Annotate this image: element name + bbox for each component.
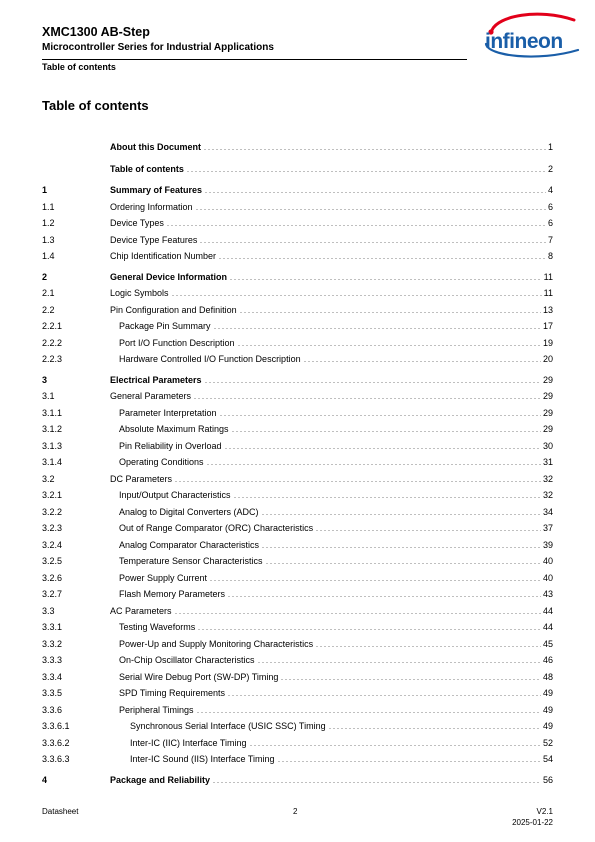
toc-entry-number: 3.1.1 — [42, 407, 63, 418]
toc-dot-leader — [199, 242, 546, 243]
toc-entry[interactable] — [42, 773, 553, 787]
toc-entry-page: 6 — [547, 217, 553, 228]
toc-entry-number: 3.3.6.3 — [42, 753, 70, 764]
toc-entry[interactable] — [42, 637, 553, 651]
toc-entry[interactable] — [42, 620, 553, 634]
toc-entry[interactable] — [42, 604, 553, 618]
toc-entry[interactable] — [42, 216, 553, 230]
toc-entry[interactable] — [42, 472, 553, 486]
toc-dot-leader — [219, 415, 541, 416]
toc-entry-number: 3.3.6.1 — [42, 720, 70, 731]
toc-entry-number: 3.2.1 — [42, 489, 63, 500]
toc-dot-leader — [212, 782, 541, 783]
toc-entry[interactable] — [42, 140, 553, 154]
toc-entry-page: 44 — [542, 605, 553, 616]
toc-entry[interactable] — [42, 352, 553, 366]
toc-entry-number: 2 — [42, 271, 48, 282]
toc-entry-title: Package Pin Summary — [119, 320, 211, 331]
toc-entry-number: 3.2.2 — [42, 506, 63, 517]
toc-entry-title: Analog to Digital Converters (ADC) — [119, 506, 259, 517]
toc-entry[interactable] — [42, 200, 553, 214]
toc-dot-leader — [231, 431, 541, 432]
toc-entry-number: 3.3 — [42, 605, 55, 616]
toc-entry[interactable] — [42, 505, 553, 519]
footer-date: 2025-01-22 — [512, 818, 553, 827]
footer-page-number: 2 — [293, 807, 298, 816]
toc-entry-page: 46 — [542, 654, 553, 665]
toc-entry-number: 3.3.1 — [42, 621, 63, 632]
toc-entry-number: 1.1 — [42, 201, 55, 212]
toc-entry-number: 3.1.2 — [42, 423, 63, 434]
toc-entry-title: Inter-IC Sound (IIS) Interface Timing — [130, 753, 275, 764]
footer-version: V2.1 — [536, 807, 553, 816]
toc-entry-number: 2.2.3 — [42, 353, 63, 364]
toc-entry-title: On-Chip Oscillator Characteristics — [119, 654, 255, 665]
toc-entry-page: 40 — [542, 572, 553, 583]
toc-entry-title: Peripheral Timings — [119, 704, 194, 715]
toc-dot-leader — [239, 312, 541, 313]
toc-dot-leader — [315, 530, 541, 531]
toc-dot-leader — [328, 728, 541, 729]
toc-entry-title: Device Type Features — [110, 234, 198, 245]
toc-entry-page: 29 — [542, 423, 553, 434]
toc-entry-page: 39 — [542, 539, 553, 550]
toc-entry-page: 29 — [542, 407, 553, 418]
doc-subtitle: Microcontroller Series for Industrial Applications — [42, 42, 274, 53]
toc-entry-title: Summary of Features — [110, 184, 203, 195]
toc-entry-page: 49 — [542, 687, 553, 698]
toc-entry-number: 4 — [42, 774, 48, 785]
toc-entry[interactable] — [42, 670, 553, 684]
toc-entry-title: Input/Output Characteristics — [119, 489, 231, 500]
toc-entry-page: 19 — [542, 337, 553, 348]
toc-entry-page: 37 — [542, 522, 553, 533]
toc-dot-leader — [277, 761, 541, 762]
toc-dot-leader — [315, 646, 541, 647]
toc-entry[interactable] — [42, 538, 553, 552]
toc-entry-title: Pin Reliability in Overload — [119, 440, 222, 451]
toc-entry-title: Flash Memory Parameters — [119, 588, 226, 599]
toc-entry-page: 4 — [547, 184, 553, 195]
toc-entry-page: 17 — [542, 320, 553, 331]
svg-text:infineon: infineon — [485, 30, 563, 53]
toc-entry[interactable] — [42, 455, 553, 469]
toc-entry-page: 54 — [542, 753, 553, 764]
toc-entry-number: 2.1 — [42, 287, 55, 298]
toc-entry-number: 3.3.5 — [42, 687, 63, 698]
toc-entry[interactable] — [42, 233, 553, 247]
toc-dot-leader — [174, 613, 541, 614]
toc-entry-page: 8 — [547, 250, 553, 261]
toc-dot-leader — [206, 464, 541, 465]
footer-doc-type: Datasheet — [42, 807, 79, 816]
toc-entry-number: 3.2.5 — [42, 555, 63, 566]
toc-entry-page: 32 — [542, 473, 553, 484]
toc-entry[interactable] — [42, 752, 553, 766]
toc-entry-number: 3.1 — [42, 390, 55, 401]
toc-dot-leader — [249, 745, 541, 746]
toc-entry-title: Inter-IC (IIC) Interface Timing — [130, 737, 247, 748]
toc-dot-leader — [197, 629, 541, 630]
toc-entry-title: Power-Up and Supply Monitoring Characteristics — [119, 638, 314, 649]
toc-entry[interactable] — [42, 686, 553, 700]
toc-entry[interactable] — [42, 373, 553, 387]
toc-entry-number: 3.2.7 — [42, 588, 63, 599]
toc-entry-page: 44 — [542, 621, 553, 632]
toc-entry[interactable] — [42, 162, 553, 176]
toc-entry-title: Chip Identification Number — [110, 250, 217, 261]
toc-entry-title: Out of Range Comparator (ORC) Characteristics — [119, 522, 314, 533]
toc-entry-title: Power Supply Current — [119, 572, 208, 583]
toc-entry-title: Serial Wire Debug Port (SW-DP) Timing — [119, 671, 279, 682]
toc-entry[interactable] — [42, 439, 553, 453]
toc-entry-page: 11 — [543, 271, 553, 282]
toc-dot-leader — [227, 596, 541, 597]
toc-entry-number: 1.3 — [42, 234, 55, 245]
toc-entry-title: Pin Configuration and Definition — [110, 304, 237, 315]
toc-entry-title: General Parameters — [110, 390, 192, 401]
toc-dot-leader — [303, 361, 541, 362]
toc-entry-number: 3.2.6 — [42, 572, 63, 583]
toc-entry-page: 13 — [542, 304, 553, 315]
toc-entry[interactable] — [42, 406, 553, 420]
toc-dot-leader — [237, 345, 541, 346]
toc-entry[interactable] — [42, 554, 553, 568]
toc-dot-leader — [227, 695, 541, 696]
toc-entry-title: Logic Symbols — [110, 287, 169, 298]
toc-entry-title: Operating Conditions — [119, 456, 204, 467]
toc-dot-leader — [186, 171, 546, 172]
toc-entry[interactable] — [42, 336, 553, 350]
toc-entry-title: Analog Comparator Characteristics — [119, 539, 260, 550]
toc-entry-page: 7 — [547, 234, 553, 245]
toc-dot-leader — [203, 149, 546, 150]
toc-entry-page: 29 — [542, 390, 553, 401]
toc-dot-leader — [280, 679, 541, 680]
toc-entry-number: 3.2.4 — [42, 539, 63, 550]
toc-entry-number: 3 — [42, 374, 48, 385]
toc-dot-leader — [195, 209, 546, 210]
toc-entry[interactable] — [42, 319, 553, 333]
toc-entry-title: Package and Reliability — [110, 774, 211, 785]
toc-entry[interactable] — [42, 303, 553, 317]
toc-entry-number: 3.2.3 — [42, 522, 63, 533]
toc-entry-title: Device Types — [110, 217, 164, 228]
toc-entry[interactable] — [42, 389, 553, 403]
toc-entry-page: 30 — [542, 440, 553, 451]
toc-entry-number: 3.1.4 — [42, 456, 63, 467]
toc-entry[interactable] — [42, 587, 553, 601]
toc-dot-leader — [265, 563, 541, 564]
toc-entry-title: Port I/O Function Description — [119, 337, 235, 348]
toc-dot-leader — [224, 448, 541, 449]
toc-entry-title: Testing Waveforms — [119, 621, 196, 632]
toc-entry-page: 49 — [542, 720, 553, 731]
toc-dot-leader — [229, 279, 542, 280]
toc-entry-number: 3.3.4 — [42, 671, 63, 682]
toc-entry-page: 45 — [542, 638, 553, 649]
toc-dot-leader — [261, 547, 541, 548]
header-section-label: Table of contents — [42, 62, 116, 72]
toc-dot-leader — [166, 225, 546, 226]
toc-entry-title: Ordering Information — [110, 201, 193, 212]
toc-entry-number: 2.2 — [42, 304, 55, 315]
toc-entry-page: 6 — [547, 201, 553, 212]
toc-dot-leader — [204, 192, 546, 193]
toc-entry-title: SPD Timing Requirements — [119, 687, 226, 698]
toc-entry-page: 56 — [542, 774, 553, 785]
toc-entry-title: Table of contents — [110, 163, 184, 174]
toc-entry-title: Hardware Controlled I/O Function Description — [119, 353, 301, 364]
toc-entry-title: AC Parameters — [110, 605, 172, 616]
toc-entry-page: 2 — [547, 163, 553, 174]
toc-dot-leader — [196, 712, 541, 713]
toc-entry-title: About this Document — [110, 141, 201, 152]
toc-entry-page: 32 — [542, 489, 553, 500]
toc-entry-title: Absolute Maximum Ratings — [119, 423, 229, 434]
toc-entry[interactable] — [42, 571, 553, 585]
toc-entry-number: 3.3.6.2 — [42, 737, 70, 748]
toc-entry-page: 20 — [542, 353, 553, 364]
toc-dot-leader — [257, 662, 541, 663]
toc-dot-leader — [261, 514, 541, 515]
toc-dot-leader — [218, 258, 546, 259]
toc-entry[interactable] — [42, 703, 553, 717]
toc-entry-number: 3.3.2 — [42, 638, 63, 649]
toc-entry[interactable] — [42, 249, 553, 263]
toc-dot-leader — [213, 328, 541, 329]
toc-entry-page: 48 — [542, 671, 553, 682]
toc-entry-title: Synchronous Serial Interface (USIC SSC) Timing — [130, 720, 326, 731]
toc-entry-number: 1.2 — [42, 217, 55, 228]
toc-entry-title: DC Parameters — [110, 473, 173, 484]
toc-entry-number: 2.2.1 — [42, 320, 63, 331]
toc-entry[interactable] — [42, 521, 553, 535]
toc-entry-number: 1 — [42, 184, 48, 195]
toc-entry-page: 49 — [542, 704, 553, 715]
toc-entry-page: 43 — [542, 588, 553, 599]
toc-entry-page: 29 — [542, 374, 553, 385]
toc-entry-number: 1.4 — [42, 250, 55, 261]
toc-dot-leader — [174, 481, 541, 482]
toc-dot-leader — [209, 580, 541, 581]
toc-entry[interactable] — [42, 422, 553, 436]
toc-entry[interactable] — [42, 719, 553, 733]
toc-entry-page: 52 — [542, 737, 553, 748]
toc-entry-title: Electrical Parameters — [110, 374, 202, 385]
toc-entry[interactable] — [42, 653, 553, 667]
toc-entry-title: Parameter Interpretation — [119, 407, 217, 418]
toc-heading: Table of contents — [42, 98, 149, 113]
toc-dot-leader — [233, 497, 541, 498]
toc-entry-title: Temperature Sensor Characteristics — [119, 555, 263, 566]
toc-dot-leader — [171, 295, 542, 296]
toc-entry-page: 11 — [543, 287, 553, 298]
toc-entry-number: 2.2.2 — [42, 337, 63, 348]
toc-entry[interactable] — [42, 286, 553, 300]
toc-entry-page: 1 — [547, 141, 553, 152]
toc-entry-number: 3.1.3 — [42, 440, 63, 451]
toc-dot-leader — [204, 382, 541, 383]
toc-entry[interactable] — [42, 183, 553, 197]
toc-dot-leader — [193, 398, 541, 399]
toc-entry[interactable] — [42, 488, 553, 502]
toc-entry-number: 3.2 — [42, 473, 55, 484]
toc-entry[interactable] — [42, 270, 553, 284]
toc-entry-title: General Device Information — [110, 271, 228, 282]
toc-entry-page: 40 — [542, 555, 553, 566]
toc-entry-number: 3.3.6 — [42, 704, 63, 715]
toc-entry[interactable] — [42, 736, 553, 750]
toc-entry-number: 3.3.3 — [42, 654, 63, 665]
doc-title: XMC1300 AB-Step — [42, 25, 150, 39]
toc-entry-page: 34 — [542, 506, 553, 517]
toc-entry-page: 31 — [542, 456, 553, 467]
